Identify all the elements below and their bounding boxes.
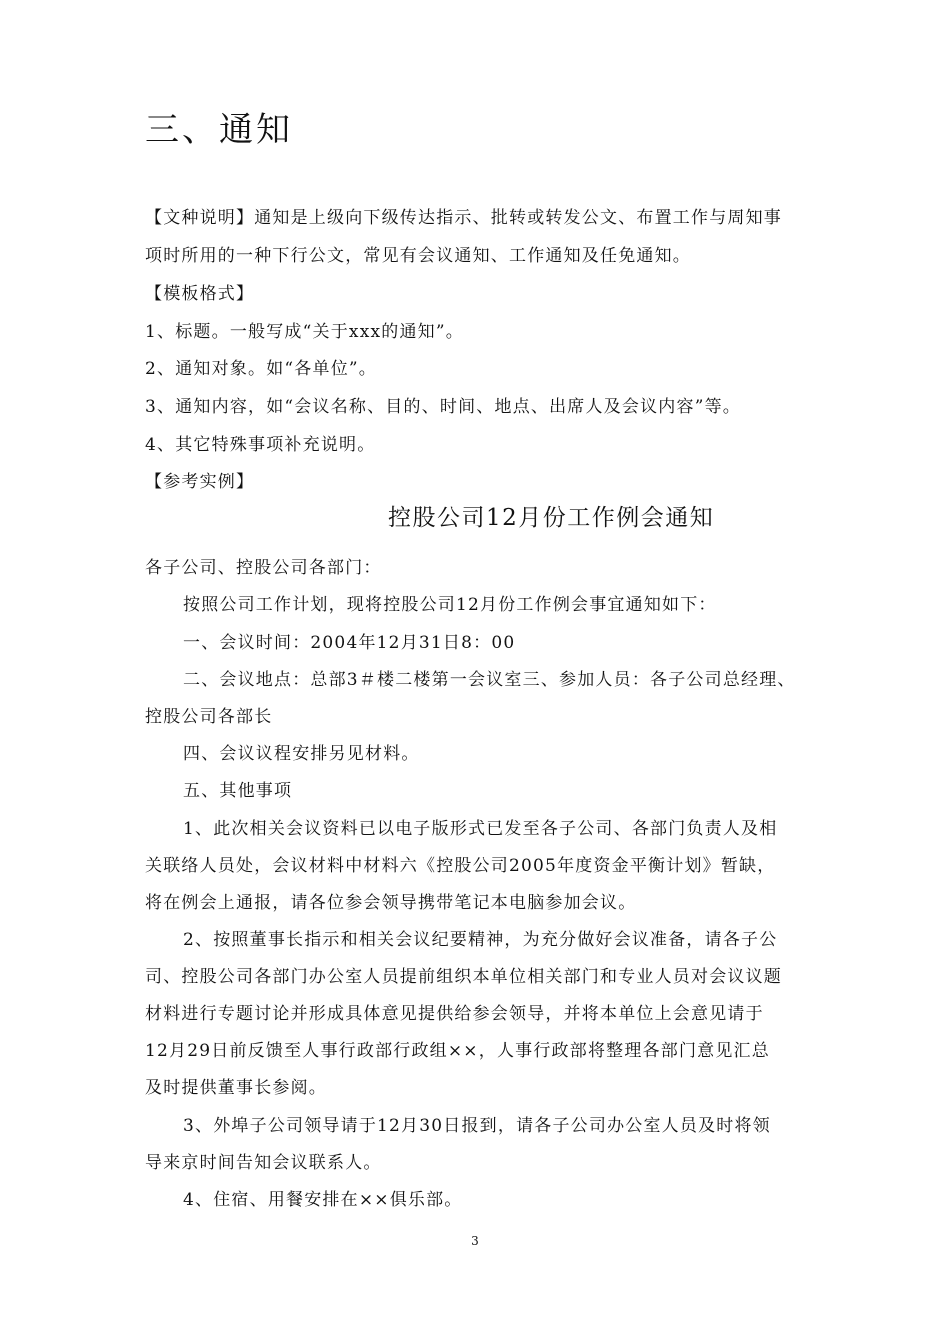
example-label: 【参考实例】 [145, 472, 255, 492]
notice-item-1-line-1: 1、此次相关会议资料已以电子版形式已发至各子公司、各部门负责人及相 [183, 819, 778, 839]
notice-item-4: 4、住宿、用餐安排在××俱乐部。 [183, 1190, 463, 1210]
section-heading: 三、通知 [145, 110, 293, 150]
notice-item-3-line-1: 3、外埠子公司领导请于12月30日报到，请各子公司办公室人员及时将领 [183, 1116, 771, 1136]
notice-item-2-line-1: 2、按照董事长指示和相关会议纪要精神，为充分做好会议准备，请各子公 [183, 930, 778, 950]
notice-recipients: 各子公司、控股公司各部门： [145, 558, 382, 578]
notice-location-line-1: 二、会议地点：总部3＃楼二楼第一会议室三、参加人员：各子公司总经理、 [183, 670, 796, 690]
page-number: 3 [471, 1234, 479, 1248]
notice-item-3-line-2: 导来京时间告知会议联系人。 [145, 1153, 382, 1173]
notice-other-heading: 五、其他事项 [183, 781, 293, 801]
template-format-label: 【模板格式】 [145, 284, 255, 304]
notice-item-2-line-3: 材料进行专题讨论并形成具体意见提供给参会领导，并将本单位上会意见请于 [145, 1004, 764, 1024]
notice-item-2-line-4: 12月29日前反馈至人事行政部行政组××，人事行政部将整理各部门意见汇总 [145, 1041, 770, 1061]
notice-item-2-line-5: 及时提供董事长参阅。 [145, 1078, 327, 1098]
intro-line-2: 项时所用的一种下行公文，常见有会议通知、工作通知及任免通知。 [145, 246, 691, 266]
notice-item-2-line-2: 司、控股公司各部门办公室人员提前组织本单位相关部门和专业人员对会议议题 [145, 967, 782, 987]
notice-item-1-line-2: 关联络人员处，会议材料中材料六《控股公司2005年度资金平衡计划》暂缺， [145, 856, 776, 876]
intro-line-1: 【文种说明】通知是上级向下级传达指示、批转或转发公文、布置工作与周知事 [145, 208, 782, 228]
notice-time: 一、会议时间：2004年12月31日8：00 [183, 633, 516, 653]
template-item-3: 3、通知内容，如“会议名称、目的、时间、地点、出席人及会议内容”等。 [145, 397, 741, 417]
notice-opening: 按照公司工作计划，现将控股公司12月份工作例会事宜通知如下： [183, 595, 717, 615]
template-item-4: 4、其它特殊事项补充说明。 [145, 435, 376, 455]
template-item-2: 2、通知对象。如“各单位”。 [145, 359, 377, 379]
notice-item-1-line-3: 将在例会上通报，请各位参会领导携带笔记本电脑参加会议。 [145, 893, 637, 913]
notice-agenda: 四、会议议程安排另见材料。 [183, 744, 420, 764]
notice-title: 控股公司12月份工作例会通知 [388, 505, 715, 531]
notice-location-line-2: 控股公司各部长 [145, 707, 273, 727]
template-item-1: 1、标题。一般写成“关于xxx的通知”。 [145, 322, 464, 342]
